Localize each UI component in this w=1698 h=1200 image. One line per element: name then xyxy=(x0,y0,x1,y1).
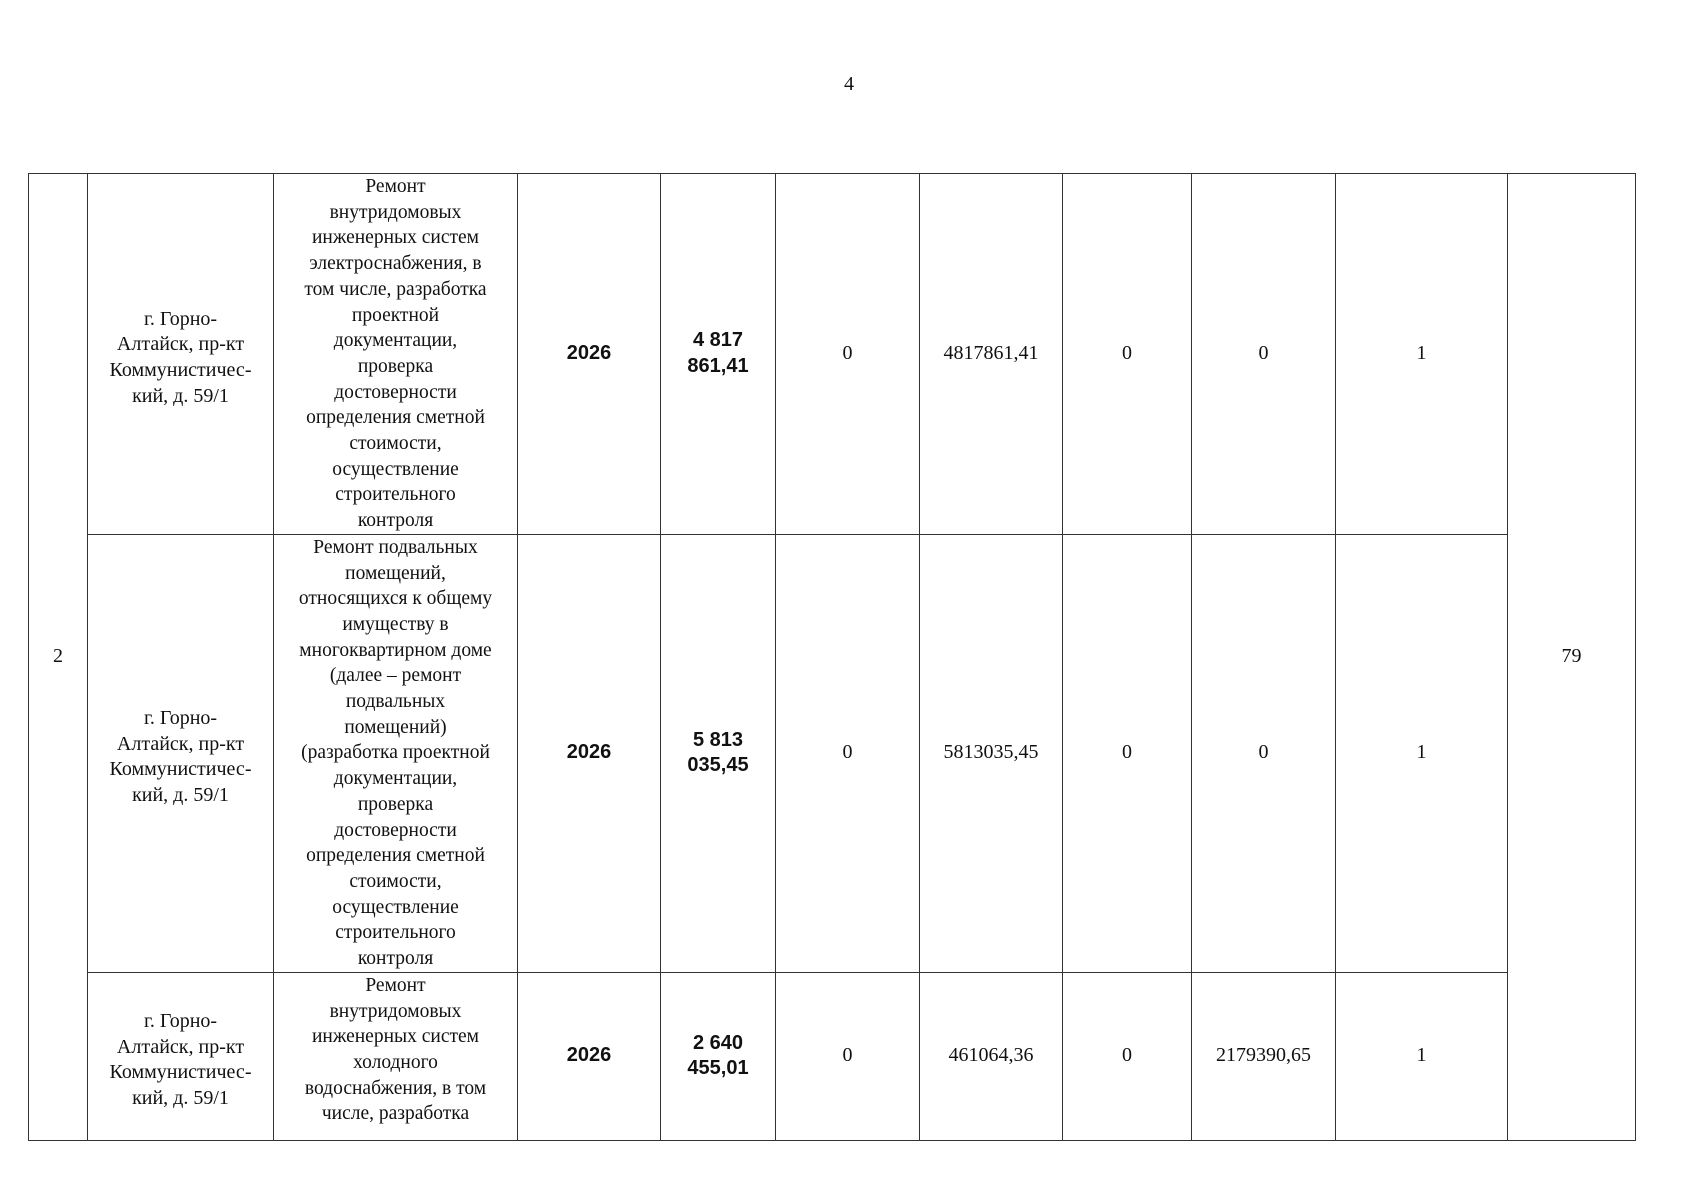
table-row xyxy=(29,534,1636,972)
value-cell: 5813035,45 xyxy=(920,534,1063,972)
year-cell: 2026 xyxy=(518,534,661,972)
value-cell: 461064,36 xyxy=(920,972,1063,1140)
value-cell: 0 xyxy=(1192,174,1336,535)
year-cell: 2026 xyxy=(518,972,661,1140)
work-description-cell: Ремонт внутридомовых инженерных систем холодного водоснабжения, в том числе, разработка xyxy=(274,972,518,1140)
year-cell: 2026 xyxy=(518,174,661,535)
value-cell: 0 xyxy=(776,972,920,1140)
page-number: 4 xyxy=(844,73,854,95)
row-number-cell: 2 xyxy=(29,174,88,1141)
value-cell: 1 xyxy=(1336,174,1508,535)
total-cost-cell: 5 813 035,45 xyxy=(661,534,776,972)
address-cell: г. Горно- Алтайск, пр-кт Коммунистичес- кий, д. 59/1 xyxy=(88,972,274,1140)
value-cell: 4817861,41 xyxy=(920,174,1063,535)
work-description-cell: Ремонт внутридомовых инженерных систем электроснабжения, в том числе, разработка проектной документации, проверка достоверности определения сметной стоимости, осуществление строительного контроля xyxy=(274,174,518,535)
total-cost-cell: 4 817 861,41 xyxy=(661,174,776,535)
address-cell: г. Горно- Алтайск, пр-кт Коммунистичес- кий, д. 59/1 xyxy=(88,534,274,972)
value-cell: 1 xyxy=(1336,534,1508,972)
works-table xyxy=(28,173,1636,1141)
total-cost-cell: 2 640 455,01 xyxy=(661,972,776,1140)
value-cell: 1 xyxy=(1336,972,1508,1140)
value-cell: 0 xyxy=(776,534,920,972)
value-cell: 0 xyxy=(776,174,920,535)
table-row xyxy=(29,174,1636,535)
address-cell: г. Горно- Алтайск, пр-кт Коммунистичес- кий, д. 59/1 xyxy=(88,174,274,535)
work-description-cell: Ремонт подвальных помещений, относящихся к общему имуществу в многоквартирном доме (далее – ремонт подвальных помещений) (разработка проектной документации, проверка достоверности определения сметной стоимости, осуществление строительного контроля xyxy=(274,534,518,972)
rightmost-value-cell: 79 xyxy=(1508,174,1636,1141)
value-cell: 0 xyxy=(1063,174,1192,535)
value-cell: 0 xyxy=(1192,534,1336,972)
value-cell: 0 xyxy=(1063,534,1192,972)
value-cell: 2179390,65 xyxy=(1192,972,1336,1140)
table-row xyxy=(29,972,1636,1140)
value-cell: 0 xyxy=(1063,972,1192,1140)
